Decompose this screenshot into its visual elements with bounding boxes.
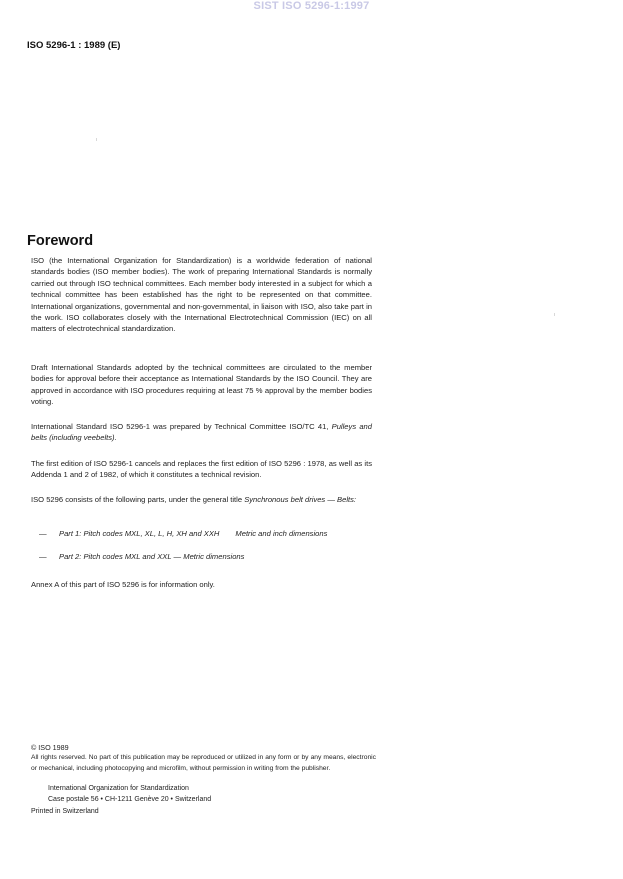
page-title: Foreword xyxy=(27,233,94,249)
paragraph-edition: The first edition of ISO 5296-1 cancels and replaces the first edition of ISO 5296 : 1978, as well as its Addenda 1 and 2 of 1982, of which it constitutes a technical revision. xyxy=(31,459,372,480)
annex-note: Annex A of this part of ISO 5296 is for information only. xyxy=(31,580,215,589)
general-title: Synchronous belt drives — Belts: xyxy=(244,495,357,504)
list-item-part-1 xyxy=(39,529,327,538)
part-suffix: Metric and inch dimensions xyxy=(235,529,328,538)
part-label: Part 1: Pitch codes MXL, XL, L, H, XH and XXH xyxy=(59,529,220,538)
paragraph-iso-intro: ISO (the International Organization for Standardization) is a worldwide federation of national standards bodies (ISO member bodies). The work of preparing International Standards is normally carried out through ISO technical committees. Each member body interested in a subject for which a technical committee has been established has the right to be represented on that committee. International organizations, governmental and non-governmental, in liaison with ISO, also take part in the work. ISO collaborates closely with the International Electrotechnical Commission (IEC) on all matters of electrotechnical standardization. xyxy=(31,256,372,334)
parts-intro-text: ISO 5296 consists of the following parts, under the general title xyxy=(31,495,243,504)
copyright-notice: All rights reserved. No part of this publication may be reproduced or utilized in any form or by any means, electronic or mechanical, including photocopying and microfilm, without permission in writing from the publisher. xyxy=(31,754,376,772)
prepared-by-text: International Standard ISO 5296-1 was prepared by Technical Committee ISO/TC 41, xyxy=(31,422,329,431)
paragraph-draft-standards: Draft International Standards adopted by the technical committees are circulated to the member bodies for approval before their acceptance as International Standards by the ISO Council. They are approved in accordance with ISO procedures requiring at least 75 % approval by the member bodies voting. xyxy=(31,363,372,407)
part-label: Part 2: Pitch codes MXL and XXL — Metric dimensions xyxy=(59,552,245,561)
scan-speck xyxy=(96,138,97,141)
dash-bullet: — xyxy=(39,552,47,561)
dash-bullet: — xyxy=(39,529,47,538)
committee-title: Pulleys and belts (including veebelts). xyxy=(31,422,372,443)
scan-speck xyxy=(554,313,555,316)
copyright-line: © ISO 1989 xyxy=(31,743,69,752)
standard-id: ISO 5296-1 : 1989 (E) xyxy=(27,40,121,51)
organization-address: Case postale 56 • CH-1211 Genève 20 • Switzerland xyxy=(48,796,212,803)
paragraph-prepared-by xyxy=(31,421,372,444)
watermark: SIST ISO 5296-1:1997 xyxy=(253,0,370,12)
list-item-part-2 xyxy=(39,552,244,561)
organization-name: International Organization for Standardization xyxy=(48,785,189,792)
paragraph-parts-intro xyxy=(31,494,372,505)
printed-in: Printed in Switzerland xyxy=(31,808,99,815)
